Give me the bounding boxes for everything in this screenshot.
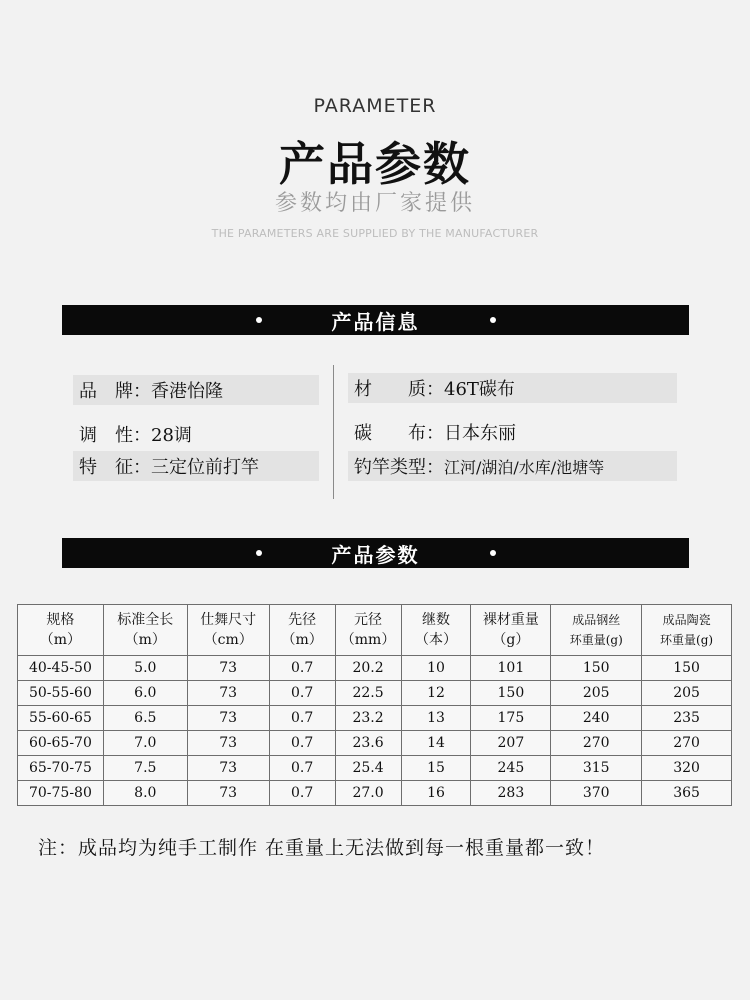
- info-value: 江河/湖泊/水库/池塘等: [444, 457, 605, 477]
- table-cell: 205: [551, 681, 642, 706]
- table-cell: 0.7: [269, 656, 335, 681]
- table-header-cell: 裸材重量 （g）: [471, 605, 551, 656]
- table-cell: 73: [187, 681, 269, 706]
- table-cell: 0.7: [269, 731, 335, 756]
- table-header-cell: 规格 （m）: [18, 605, 104, 656]
- table-cell: 20.2: [335, 656, 401, 681]
- table-cell: 14: [401, 731, 471, 756]
- table-cell: 320: [642, 756, 732, 781]
- table-cell: 150: [551, 656, 642, 681]
- table-cell: 175: [471, 706, 551, 731]
- table-header-cell: 先径 （m）: [269, 605, 335, 656]
- table-cell: 50-55-60: [18, 681, 104, 706]
- table-row: [18, 681, 732, 706]
- table-cell: 270: [551, 731, 642, 756]
- table-row: [18, 656, 732, 681]
- bullet-dot-icon: [256, 317, 262, 323]
- table-cell: 0.7: [269, 756, 335, 781]
- table-cell: 8.0: [103, 781, 187, 806]
- header-en-title: PARAMETER: [313, 95, 437, 117]
- table-cell: 65-70-75: [18, 756, 104, 781]
- table-row: [18, 756, 732, 781]
- bullet-dot-icon: [256, 550, 262, 556]
- table-cell: 73: [187, 781, 269, 806]
- table-cell: 150: [471, 681, 551, 706]
- info-value: 三定位前打竿: [151, 457, 259, 478]
- table-cell: 150: [642, 656, 732, 681]
- table-cell: 365: [642, 781, 732, 806]
- section-bar-product-info: [62, 305, 689, 335]
- header-zh-title: 产品参数: [279, 137, 471, 191]
- footer-note: 注：成品均为纯手工制作 在重量上无法做到每一根重量都一致！: [38, 837, 606, 859]
- table-cell: 0.7: [269, 706, 335, 731]
- info-key: 钓竿类型：: [354, 457, 444, 478]
- section-bar-product-params: [62, 538, 689, 568]
- info-key: 材 质：: [354, 379, 444, 400]
- info-row-carbon: [348, 417, 677, 447]
- table-cell: 60-65-70: [18, 731, 104, 756]
- table-header-cell: 成品陶瓷 环重量(g): [642, 605, 732, 656]
- table-header-cell: 继数 （本）: [401, 605, 471, 656]
- table-cell: 10: [401, 656, 471, 681]
- table-cell: 6.5: [103, 706, 187, 731]
- header-en-subtitle: THE PARAMETERS ARE SUPPLIED BY THE MANUFACTURER: [211, 227, 539, 240]
- table-header-cell: 元径 （mm）: [335, 605, 401, 656]
- table-cell: 55-60-65: [18, 706, 104, 731]
- table-cell: 315: [551, 756, 642, 781]
- info-value: 日本东丽: [444, 423, 516, 444]
- table-cell: 12: [401, 681, 471, 706]
- table-cell: 5.0: [103, 656, 187, 681]
- table-row: [18, 781, 732, 806]
- info-key: 碳 布：: [354, 423, 444, 444]
- table-cell: 25.4: [335, 756, 401, 781]
- table-cell: 101: [471, 656, 551, 681]
- table-cell: 73: [187, 731, 269, 756]
- info-key: 品 牌：: [79, 381, 151, 402]
- info-row-brand: [73, 375, 319, 405]
- table-cell: 23.2: [335, 706, 401, 731]
- bullet-dot-icon: [490, 317, 496, 323]
- table-cell: 13: [401, 706, 471, 731]
- section-bar-label: 产品信息: [331, 309, 420, 334]
- table-cell: 7.0: [103, 731, 187, 756]
- table-cell: 270: [642, 731, 732, 756]
- table-cell: 73: [187, 756, 269, 781]
- info-value: 香港怡隆: [151, 381, 223, 402]
- table-cell: 70-75-80: [18, 781, 104, 806]
- info-value: 28调: [151, 425, 192, 446]
- table-cell: 283: [471, 781, 551, 806]
- table-cell: 235: [642, 706, 732, 731]
- info-row-material: [348, 373, 677, 403]
- table-cell: 370: [551, 781, 642, 806]
- info-row-tone: [73, 419, 319, 449]
- table-header-cell: 标准全长 （m）: [103, 605, 187, 656]
- table-cell: 240: [551, 706, 642, 731]
- table-cell: 22.5: [335, 681, 401, 706]
- table-cell: 245: [471, 756, 551, 781]
- info-key: 调 性：: [79, 425, 151, 446]
- info-divider: [333, 365, 334, 499]
- table-cell: 16: [401, 781, 471, 806]
- table-cell: 23.6: [335, 731, 401, 756]
- table-cell: 0.7: [269, 781, 335, 806]
- table-cell: 207: [471, 731, 551, 756]
- bullet-dot-icon: [490, 550, 496, 556]
- table-row: [18, 706, 732, 731]
- info-value: 46T碳布: [444, 379, 515, 400]
- header-zh-subtitle: 参数均由厂家提供: [274, 191, 475, 216]
- table-cell: 0.7: [269, 681, 335, 706]
- table-header-cell: 仕舞尺寸 （cm）: [187, 605, 269, 656]
- table-cell: 27.0: [335, 781, 401, 806]
- table-row: [18, 731, 732, 756]
- info-row-feature: [73, 451, 319, 481]
- table-cell: 73: [187, 656, 269, 681]
- table-cell: 73: [187, 706, 269, 731]
- info-key: 特 征：: [79, 457, 151, 478]
- table-header-cell: 成品钢丝 环重量(g): [551, 605, 642, 656]
- section-bar-label: 产品参数: [331, 542, 420, 567]
- table-cell: 15: [401, 756, 471, 781]
- table-header-row: [18, 605, 732, 656]
- info-row-rod-type: [348, 451, 677, 481]
- table-cell: 7.5: [103, 756, 187, 781]
- params-table: [17, 604, 732, 806]
- table-cell: 40-45-50: [18, 656, 104, 681]
- table-cell: 205: [642, 681, 732, 706]
- table-cell: 6.0: [103, 681, 187, 706]
